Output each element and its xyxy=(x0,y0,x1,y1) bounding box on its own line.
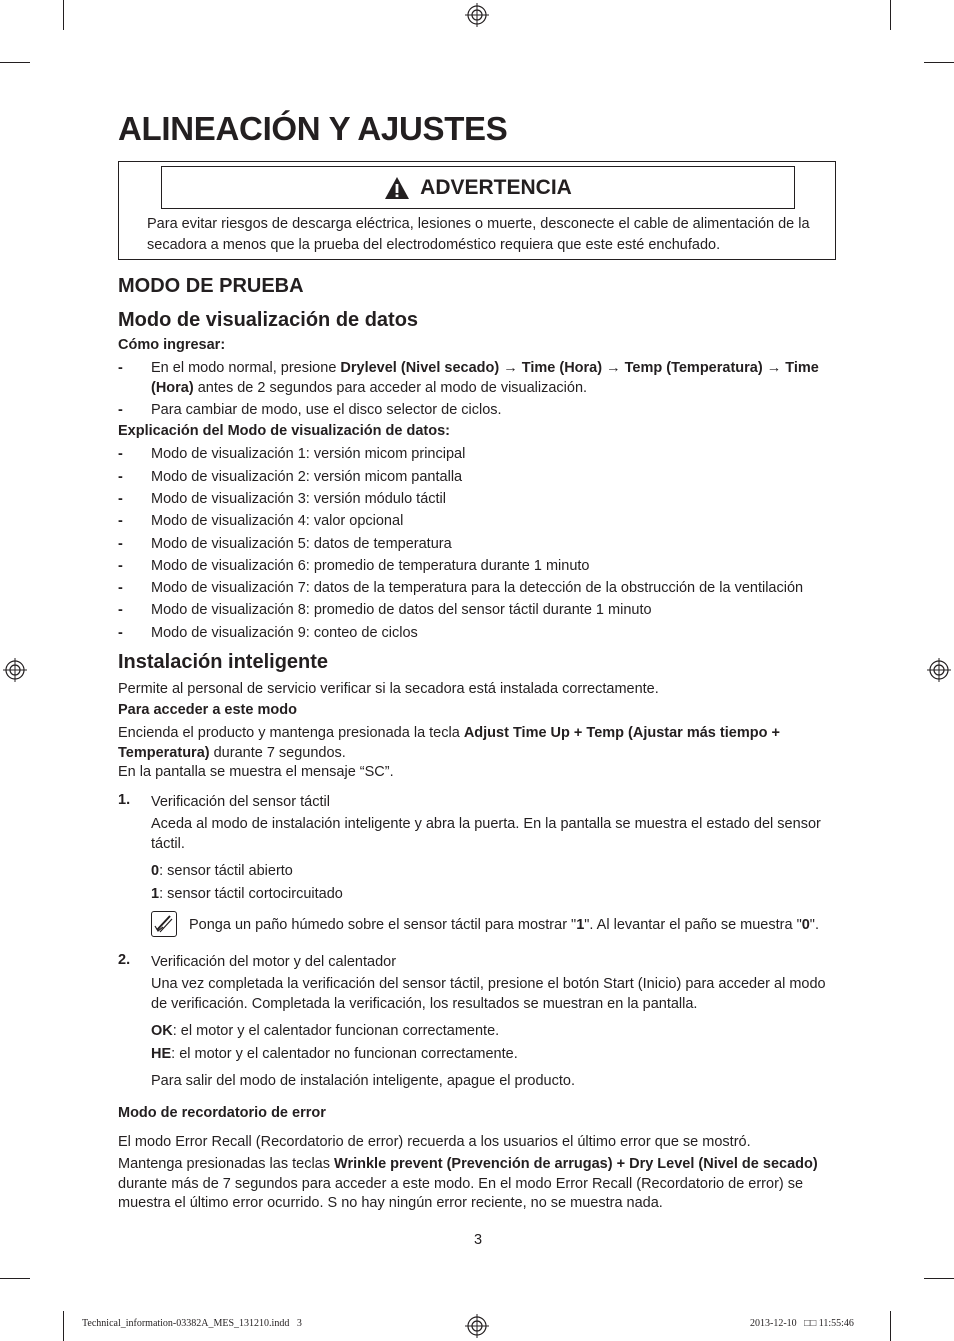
sensor-value-shorted xyxy=(151,884,841,904)
text: Encienda el producto y mantenga presionada la tecla xyxy=(118,725,464,741)
value-key: 1 xyxy=(151,886,160,902)
access-instruction-line3: En la pantalla se muestra el mensaje “SC”. xyxy=(118,764,394,780)
display-mode-item: Modo de visualización 2: versión micom pantalla xyxy=(151,469,463,485)
step-number: 1. xyxy=(118,792,131,808)
crop-mark xyxy=(0,62,30,63)
bullet-dash: - xyxy=(118,491,123,507)
bullet-dash: - xyxy=(118,602,123,618)
display-mode-item: Modo de visualización 5: datos de temperatura xyxy=(151,536,452,552)
crop-mark xyxy=(63,1311,64,1341)
text: antes de 2 segundos para acceder al modo de visualización. xyxy=(193,380,588,396)
warning-text: Para evitar riesgos de descarga eléctrica, lesiones o muerte, desconecte el cable de alimentación de la secadora a menos que la prueba del electrodoméstico requiera que este esté enchufado. xyxy=(147,216,810,253)
footer-timestamp: 2013-12-10 □□ 11:55:46 xyxy=(750,1318,854,1329)
warning-box xyxy=(118,161,836,260)
page-number: 3 xyxy=(474,1232,483,1248)
section-heading-test-mode: MODO DE PRUEBA xyxy=(118,275,304,297)
bullet-dash: - xyxy=(118,469,123,485)
value-key: 1 xyxy=(576,917,585,933)
warning-title: ADVERTENCIA xyxy=(420,175,572,199)
bullet-dash: - xyxy=(118,558,123,574)
value-key: 0 xyxy=(151,863,160,879)
crop-mark xyxy=(0,1278,30,1279)
subsection-heading-display-mode: Modo de visualización de datos xyxy=(118,309,419,331)
crop-mark xyxy=(890,1311,891,1341)
text: ". Al levantar el paño se muestra " xyxy=(584,917,802,933)
warning-triangle-icon xyxy=(384,176,410,200)
note-icon xyxy=(151,911,177,937)
key-adjust-time-temp: Adjust Time Up + Temp (Ajustar más tiempo + xyxy=(463,725,780,741)
list-item xyxy=(118,444,838,464)
footer-filename: Technical_information-03382A_MES_131210.indd 3 xyxy=(82,1318,302,1329)
crop-mark xyxy=(63,0,64,30)
text: En el modo normal, presione xyxy=(151,360,341,376)
list-item xyxy=(118,556,838,576)
section-heading-smart-install: Instalación inteligente xyxy=(118,651,329,673)
display-mode-item: Modo de visualización 1: versión micom principal xyxy=(151,446,466,462)
display-mode-item: Modo de visualización 7: datos de la temperatura para la detección de la obstrucción de la ventilación xyxy=(151,580,804,596)
change-mode-text: Para cambiar de modo, use el disco selector de ciclos. xyxy=(151,402,502,418)
access-instruction-line2 xyxy=(118,743,346,763)
access-instruction-line1 xyxy=(118,723,780,743)
text: Ponga un paño húmedo sobre el sensor táctil para mostrar " xyxy=(189,917,577,933)
step-description: Una vez completada la verificación del sensor táctil, presione el botón Start (Inicio) para acceder al modo de verificación. Completada la verificación, los resultados se muestran en la pantalla. xyxy=(151,976,826,1012)
access-mode-label: Para acceder a este modo xyxy=(118,702,297,718)
step-number: 2. xyxy=(118,952,131,968)
bullet-dash: - xyxy=(118,360,123,376)
bullet-dash: - xyxy=(118,536,123,552)
step-title: Verificación del sensor táctil xyxy=(151,794,330,810)
key-temperatura: Temperatura) xyxy=(118,745,210,761)
warning-header xyxy=(161,166,795,209)
key-drylevel: Drylevel (Nivel secado) xyxy=(340,360,500,376)
page-title: ALINEACIÓN Y AJUSTES xyxy=(118,110,508,147)
value-text: : sensor táctil cortocircuitado xyxy=(159,886,343,902)
display-mode-item: Modo de visualización 4: valor opcional xyxy=(151,513,404,529)
text: Mantenga presionadas las teclas xyxy=(118,1156,335,1172)
value-text: : el motor y el calentador no funcionan correctamente. xyxy=(171,1046,518,1062)
bullet-dash: - xyxy=(118,625,123,641)
arrow-text: → xyxy=(762,360,786,376)
smart-install-intro: Permite al personal de servicio verificar si la secadora está instalada correctamente. xyxy=(118,681,659,697)
value-text: : el motor y el calentador funcionan correctamente. xyxy=(172,1023,500,1039)
explanation-label: Explicación del Modo de visualización de datos: xyxy=(118,423,450,439)
value-key: HE xyxy=(151,1046,172,1062)
key-hora: (Hora) xyxy=(151,380,194,396)
registration-mark-icon xyxy=(465,1314,489,1338)
value-key: OK xyxy=(151,1023,173,1039)
display-mode-item: Modo de visualización 8: promedio de datos del sensor táctil durante 1 minuto xyxy=(151,602,652,618)
list-item xyxy=(118,600,838,620)
list-item xyxy=(118,358,838,398)
list-item xyxy=(118,578,838,598)
registration-mark-icon xyxy=(927,658,951,682)
bullet-dash: - xyxy=(118,513,123,529)
text: durante más de 7 segundos para acceder a este modo. En el modo Error Recall (Recordatorio de error) se muestra el último error ocurrido. S no hay ningún error reciente, no se muestra nada. xyxy=(118,1175,804,1211)
crop-mark xyxy=(924,1278,954,1279)
bullet-dash: - xyxy=(118,580,123,596)
step-title: Verificación del motor y del calentador xyxy=(151,954,397,970)
pencil-icon xyxy=(152,912,175,935)
list-item xyxy=(118,489,838,509)
bullet-dash: - xyxy=(118,446,123,462)
key-wrinkle-drylevel: Wrinkle prevent (Prevención de arrugas) + Dry Level (Nivel de secado) xyxy=(334,1156,818,1172)
bullet-dash: - xyxy=(118,402,123,418)
text: durante 7 segundos. xyxy=(209,745,346,761)
list-item xyxy=(118,623,838,643)
section-heading-error-recall: Modo de recordatorio de error xyxy=(118,1105,326,1121)
error-recall-p2 xyxy=(118,1155,838,1214)
crop-mark xyxy=(924,62,954,63)
value-key: 0 xyxy=(801,917,810,933)
note-text xyxy=(189,915,839,935)
key-time: Time xyxy=(785,360,819,376)
enter-instruction-line2 xyxy=(151,378,838,398)
sensor-value-open xyxy=(151,861,841,881)
step-description: Aceda al modo de instalación inteligente y abra la puerta. En la pantalla se muestra el estado del sensor táctil. xyxy=(151,816,821,852)
display-mode-item: Modo de visualización 6: promedio de temperatura durante 1 minuto xyxy=(151,558,590,574)
registration-mark-icon xyxy=(465,3,489,27)
key-time: Time (Hora) xyxy=(521,360,603,376)
enter-instruction-line1 xyxy=(151,358,838,378)
how-to-enter-label: Cómo ingresar: xyxy=(118,337,226,353)
value-text: : sensor táctil abierto xyxy=(159,863,293,879)
exit-instruction: Para salir del modo de instalación inteligente, apague el producto. xyxy=(151,1073,575,1089)
arrow-text: → xyxy=(499,360,522,376)
crop-mark xyxy=(890,0,891,30)
result-he xyxy=(151,1044,841,1064)
text: ". xyxy=(809,917,819,933)
arrow-text: → xyxy=(602,360,625,376)
key-temp: Temp (Temperatura) xyxy=(624,360,763,376)
list-item xyxy=(118,534,838,554)
display-mode-item: Modo de visualización 3: versión módulo táctil xyxy=(151,491,446,507)
result-ok xyxy=(151,1021,841,1041)
list-item xyxy=(118,511,838,531)
list-item xyxy=(118,467,838,487)
registration-mark-icon xyxy=(3,658,27,682)
list-item xyxy=(118,400,838,420)
display-mode-item: Modo de visualización 9: conteo de ciclos xyxy=(151,625,418,641)
error-recall-p1: El modo Error Recall (Recordatorio de error) recuerda a los usuarios el último error que se mostró. xyxy=(118,1134,751,1150)
